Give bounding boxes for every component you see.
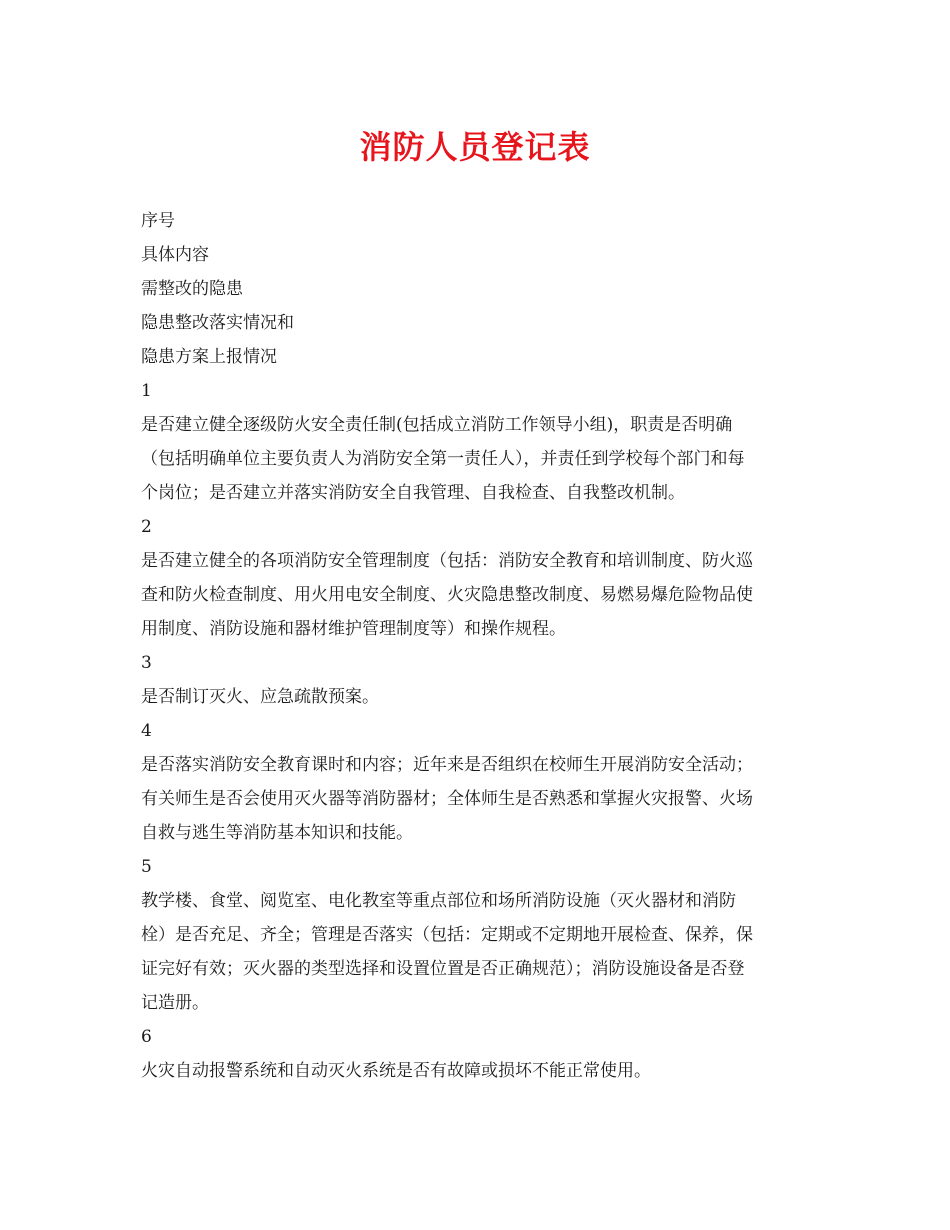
item-number: 5	[141, 857, 152, 877]
item-4	[141, 714, 813, 850]
item-3	[141, 646, 813, 714]
item-6	[141, 1020, 813, 1088]
header-line-hazards: 需整改的隐患	[141, 279, 243, 299]
item-5	[141, 850, 813, 1020]
item-number: 1	[141, 381, 152, 401]
item-text-line: 自救与逃生等消防基本知识和技能。	[141, 823, 413, 843]
header-block	[141, 204, 813, 374]
item-number: 4	[141, 721, 152, 741]
header-line-rectification: 隐患整改落实情况和	[141, 313, 294, 333]
item-text-line: 火灾自动报警系统和自动灭火系统是否有故障或损坏不能正常使用。	[141, 1061, 651, 1081]
item-text-line: 个岗位；是否建立并落实消防安全自我管理、自我检查、自我整改机制。	[141, 483, 685, 503]
item-text-line: 栓）是否充足、齐全；管理是否落实（包括：定期或不定期地开展检查、保养，保	[141, 925, 753, 945]
item-text-line: 证完好有效；灭火器的类型选择和设置位置是否正确规范）；消防设施设备是否登	[141, 959, 745, 979]
item-text-line: 是否建立健全的各项消防安全管理制度（包括：消防安全教育和培训制度、防火巡	[141, 551, 753, 571]
item-text-line: 是否落实消防安全教育课时和内容；近年来是否组织在校师生开展消防安全活动；	[141, 755, 753, 775]
item-number: 2	[141, 517, 152, 537]
item-text-line: 教学楼、食堂、阅览室、电化教室等重点部位和场所消防设施（灭火器材和消防	[141, 891, 736, 911]
item-number: 6	[141, 1027, 152, 1047]
document-title: 消防人员登记表	[359, 128, 591, 166]
item-number: 3	[141, 653, 152, 673]
item-text-line: 记造册。	[141, 993, 209, 1013]
header-line-content: 具体内容	[141, 245, 209, 265]
item-text-line: 是否建立健全逐级防火安全责任制(包括成立消防工作领导小组)，职责是否明确	[141, 415, 733, 435]
item-text-line: （包括明确单位主要负责人为消防安全第一责任人），并责任到学校每个部门和每	[141, 449, 745, 469]
item-text-line: 查和防火检查制度、用火用电安全制度、火灾隐患整改制度、易燃易爆危险物品使	[141, 585, 753, 605]
item-text-line: 是否制订灭火、应急疏散预案。	[141, 687, 379, 707]
item-text-line: 用制度、消防设施和器材维护管理制度等）和操作规程。	[141, 619, 566, 639]
header-line-report: 隐患方案上报情况	[141, 347, 277, 367]
item-text-line: 有关师生是否会使用灭火器等消防器材；全体师生是否熟悉和掌握火灾报警、火场	[141, 789, 753, 809]
document-body	[141, 204, 813, 1088]
item-1	[141, 374, 813, 510]
header-line-serial: 序号	[141, 211, 175, 231]
item-2	[141, 510, 813, 646]
